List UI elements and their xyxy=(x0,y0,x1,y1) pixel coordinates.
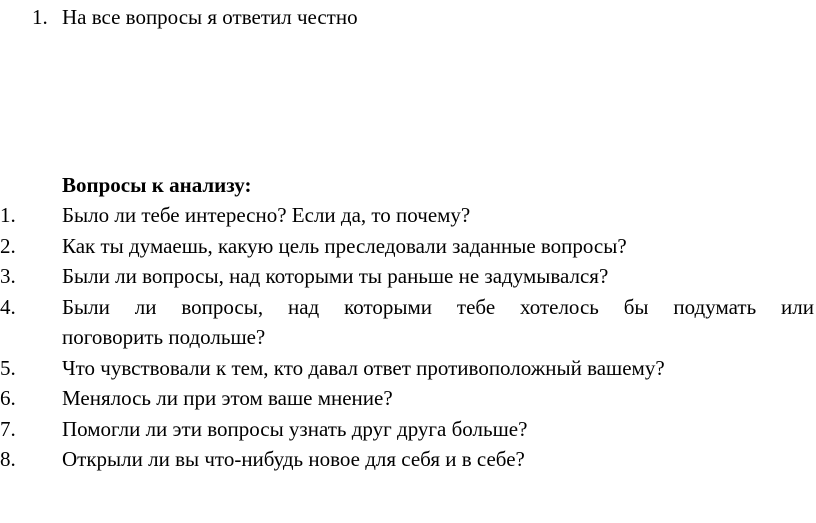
question-number: 6. xyxy=(0,386,16,410)
question-item-5 xyxy=(0,353,816,384)
question-item-8 xyxy=(0,444,816,475)
question-item-3 xyxy=(0,261,816,292)
question-number: 3. xyxy=(0,264,16,288)
question-item-1 xyxy=(0,200,816,231)
question-text-line-1: Были ли вопросы, над которыми тебе хотелось бы подумать или xyxy=(62,294,814,319)
question-text: Были ли вопросы, над которыми ты раньше не задумывался? xyxy=(62,264,609,288)
intro-item-number: 1. xyxy=(32,5,48,29)
question-text: Как ты думаешь, какую цель преследовали заданные вопросы? xyxy=(62,233,627,258)
question-number: 1. xyxy=(0,203,16,227)
question-number: 4. xyxy=(0,294,16,319)
question-item-2 xyxy=(0,231,816,262)
questions-list xyxy=(0,200,816,475)
question-text: Было ли тебе интересно? Если да, то почему? xyxy=(62,203,471,227)
question-number: 2. xyxy=(0,233,16,258)
question-text: Открыли ли вы что-нибудь новое для себя и в себе? xyxy=(62,447,525,471)
section-heading: Вопросы к анализу: xyxy=(62,173,252,197)
question-number: 7. xyxy=(0,416,16,441)
question-number: 5. xyxy=(0,355,16,380)
question-text-line-2: поговорить подольше? xyxy=(62,325,266,349)
question-item-7 xyxy=(0,414,816,445)
question-item-6 xyxy=(0,383,816,414)
question-number: 8. xyxy=(0,447,16,471)
question-text: Что чувствовали к тем, кто давал ответ противоположный вашему? xyxy=(62,355,665,380)
question-text: Помогли ли эти вопросы узнать друг друга больше? xyxy=(62,416,528,441)
intro-list-item xyxy=(32,4,358,30)
question-item-4 xyxy=(0,292,816,353)
question-text: Менялось ли при этом ваше мнение? xyxy=(62,386,393,410)
intro-item-text: На все вопросы я ответил честно xyxy=(62,5,358,29)
